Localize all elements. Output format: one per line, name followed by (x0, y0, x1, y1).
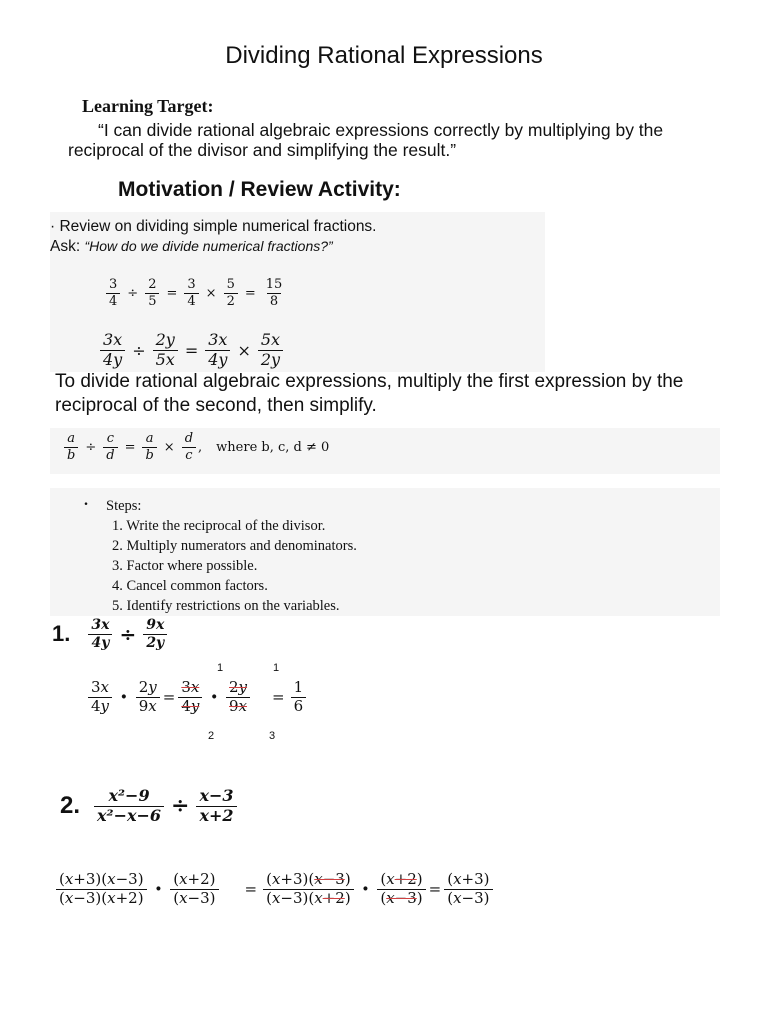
fraction: $\frac{\text{3𝑥}}{\text{4𝑦}}$ (88, 680, 112, 715)
fraction: $\frac{\text{3𝑥}}{\text{4𝑦}}$ (178, 680, 202, 715)
fraction: $\frac{\text{x²−9}}{\text{x²−x−6}}$ (94, 788, 164, 825)
fraction: $\frac{3x}{4y}$ (205, 332, 230, 369)
ask-label: Ask: (50, 238, 81, 255)
problem-2-number: 2. (60, 792, 81, 820)
problem-1-number: 1. (52, 621, 71, 647)
numeric-example: $\frac{3}{4}$ ÷ $\frac{2}{5}$ = $\frac{3}{4}$ × $\frac{5}{2}$ = $\frac{15}{8}$ (106, 278, 285, 308)
list-item: 1. Write the reciprocal of the divisor. (112, 518, 326, 534)
fraction: $\frac{\text{(𝑥+3)(𝑥−3)}}{\text{(𝑥−3)(𝑥+2)}}$ (56, 872, 147, 907)
fraction: $\frac{2}{5}$ (145, 278, 159, 308)
fraction: $\frac{3}{4}$ (184, 278, 198, 308)
fraction: $\frac{a}{b}$ (142, 432, 156, 462)
motivation-heading: Motivation / Review Activity: (118, 178, 401, 201)
fraction: $\frac{\text{(𝑥+2)}}{\text{(𝑥−3)}}$ (377, 872, 425, 907)
division-rule: $\frac{a}{b}$ ÷ $\frac{c}{d}$ = $\frac{a}{b}$ × $\frac{d}{c}$ , where b, c, d ≠ 0 (64, 432, 329, 462)
fraction: $\frac{5}{2}$ (224, 278, 238, 308)
fraction: $\frac{\text{(𝑥+3)(𝑥−3)}}{\text{(𝑥−3)(𝑥+2)}}$ (263, 872, 354, 907)
answer-fraction: $\frac{\text{(𝑥+3)}}{\text{(𝑥−3)}}$ (444, 872, 492, 907)
fraction: $\frac{3x}{4y}$ (100, 332, 125, 369)
learning-target-label: Learning Target: (82, 96, 214, 116)
fraction: $\frac{3}{4}$ (106, 278, 120, 308)
fraction: $\frac{\text{2𝑦}}{\text{9𝑥}}$ (226, 680, 250, 715)
cancel-mark: 2 (208, 730, 215, 742)
page-title: Dividing Rational Expressions (225, 42, 543, 69)
algebraic-example: $\frac{3x}{4y}$ ÷ $\frac{2y}{5x}$ = $\frac{3x}{4y}$ × $\frac{5x}{2y}$ (100, 332, 283, 369)
problem-2-work: $\frac{\text{(𝑥+3)(𝑥−3)}}{\text{(𝑥−3)(𝑥+2)}}$ · $\frac{\text{(𝑥+2)}}{\text{(𝑥−3)}}$ = $\frac{\text{(𝑥+3)(𝑥−3)}}{\text{(𝑥−3)(𝑥+2)}}$ · $\frac{\text{(𝑥+2)}}{\text{(𝑥−3)}}$ = $\frac{\text{(𝑥+3)}}{\text{(𝑥−3)}}$ (56, 872, 493, 907)
answer-fraction: $\frac{1}{6}$ (291, 680, 307, 715)
learning-target-text (68, 120, 708, 160)
cancel-mark: 3 (269, 730, 276, 742)
steps-bullet: . (84, 492, 88, 509)
ask-line (50, 238, 333, 256)
problem-2-statement: 2. $\frac{\text{x²−9}}{\text{x²−x−6}}$ ÷ $\frac{x-3}{x+2}$ (60, 788, 237, 825)
fraction: $\frac{9x}{2y}$ (143, 618, 167, 650)
fraction: $\frac{3x}{4y}$ (88, 618, 112, 650)
review-bullet: · Review on dividing simple numerical fractions. (50, 218, 377, 235)
ask-question: “How do we divide numerical fractions?” (84, 238, 333, 254)
fraction: $\frac{c}{d}$ (103, 432, 117, 462)
fraction: $\frac{15}{8}$ (265, 277, 283, 309)
intro-text: To divide rational algebraic expressions, multiply the first expression by the reciprocal of the second, then simplify. (55, 371, 684, 416)
fraction: $\frac{5x}{2y}$ (258, 332, 283, 369)
list-item: 4. Cancel common factors. (112, 578, 268, 594)
fraction: $\frac{d}{c}$ (182, 432, 196, 462)
cancel-mark: 1 (273, 662, 280, 674)
fraction: $\frac{\text{(𝑥+2)}}{\text{(𝑥−3)}}$ (170, 872, 218, 907)
fraction: $\frac{a}{b}$ (64, 432, 78, 462)
fraction: $\frac{2y}{5x}$ (153, 332, 178, 369)
list-item: 2. Multiply numerators and denominators. (112, 538, 357, 554)
fraction: $\frac{\text{2𝑦}}{\text{9𝑥}}$ (136, 680, 160, 715)
problem-1-statement: 1. $\frac{3x}{4y}$ ÷ $\frac{9x}{2y}$ (52, 618, 167, 650)
rule-condition: where b, c, d ≠ 0 (216, 439, 330, 455)
steps-heading: Steps: (106, 498, 142, 514)
cancel-mark: 1 (217, 662, 224, 674)
problem-1-work: $\frac{\text{3𝑥}}{\text{4𝑦}}$ · $\frac{\text{2𝑦}}{\text{9𝑥}}$ = $\frac{\text{3𝑥}}{\text{4𝑦}}$ · $\frac{\text{2𝑦}}{\text{9𝑥}}$ = $\frac{1}{6}$ (88, 680, 306, 715)
steps-list (112, 516, 357, 616)
learning-target-statement: “I can divide rational algebraic expressions correctly by multiplying by the reciprocal of the divisor and simplifying the result.” (68, 120, 664, 160)
fraction: $\frac{x-3}{x+2}$ (196, 788, 236, 825)
list-item: 5. Identify restrictions on the variables. (112, 598, 340, 614)
list-item: 3. Factor where possible. (112, 558, 258, 574)
